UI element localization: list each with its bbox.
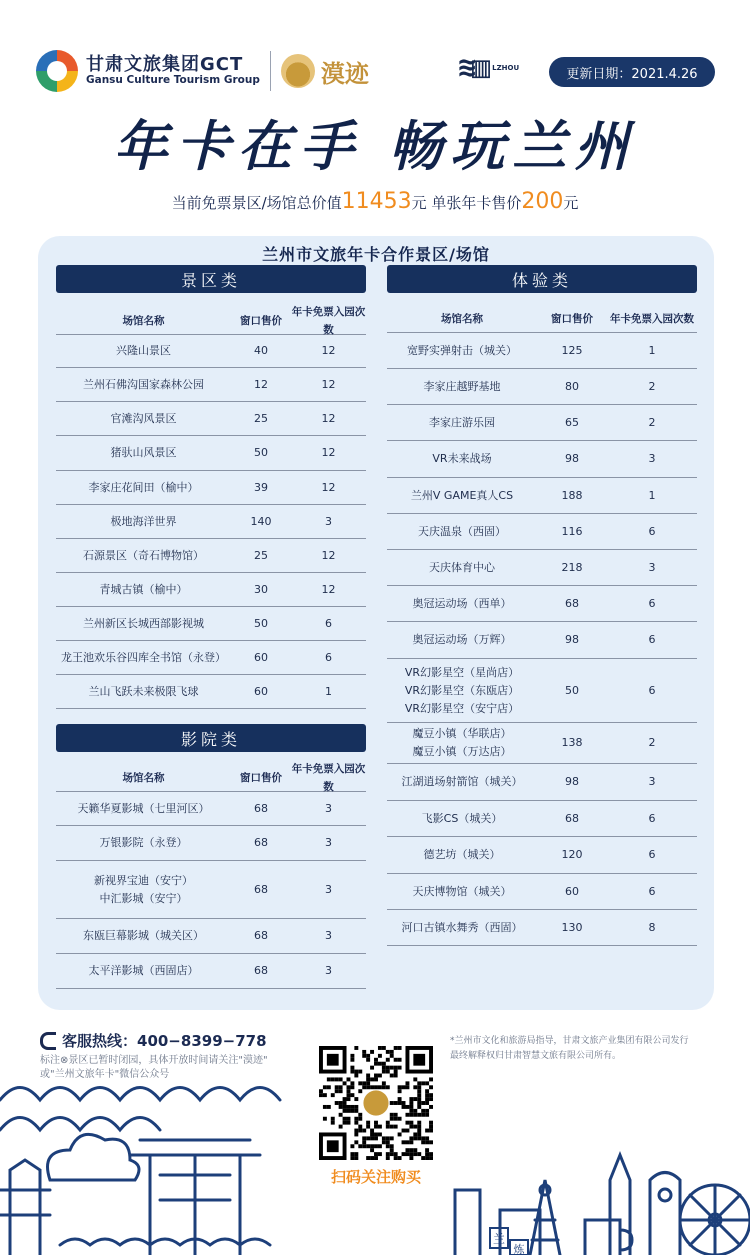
cell-visits: 1 (648, 488, 656, 502)
cell-name: 天庆温泉（西固） (418, 524, 506, 538)
cinema-table (56, 764, 366, 989)
table-header (56, 307, 366, 335)
table-row (387, 441, 697, 478)
cell-name: 兰州石佛沟国家森林公园 (83, 377, 204, 391)
cell-visits: 6 (648, 811, 656, 825)
cell-price: 40 (254, 344, 268, 357)
subtitle-unit-2: 元 (563, 194, 579, 212)
cell-visits: 3 (325, 836, 332, 849)
skyline-sign-1: 兰 (492, 1232, 506, 1246)
cell-price: 116 (561, 524, 583, 538)
cell-name: 龙王池欢乐谷四库全书馆（永登） (61, 650, 226, 664)
phone-icon (40, 1032, 56, 1050)
section-cinema-header: 影院类 (56, 724, 366, 752)
cell-name: 奥冠运动场（万辉） (412, 633, 512, 646)
column-header-visits: 年卡免票入园次数 (610, 312, 694, 325)
cell-name: 青城古镇（榆中） (99, 582, 188, 596)
cell-visits: 8 (648, 920, 656, 934)
brand-name: 漠迹 (320, 58, 369, 88)
cell-visits: 3 (648, 452, 656, 465)
cell-name: 李家庄游乐园 (429, 415, 495, 429)
cell-visits: 12 (321, 446, 336, 459)
table-row (56, 402, 366, 436)
update-date-badge: 更新日期：2021.4.26 (549, 57, 715, 87)
logo-divider (270, 51, 271, 91)
section-scenic-header: 景区类 (56, 265, 366, 293)
table-row (56, 954, 366, 989)
closure-notice: 标注⊗景区已暂时闭园，具体开放时间请关注"漠迹" 或"兰州文旅年卡"微信公众号 (40, 1055, 268, 1080)
total-value: 11453 (341, 189, 412, 214)
cell-name: 河口古镇水舞秀（西固） (401, 920, 523, 934)
hotline-text: 客服热线：400−8399−778 (62, 1032, 267, 1050)
cell-visits: 6 (648, 884, 656, 898)
cell-name: 天庆体育中心 (429, 560, 495, 574)
cell-price: 39 (254, 480, 268, 494)
column-header-name: 场馆名称 (441, 312, 483, 325)
cell-price: 130 (561, 920, 583, 934)
cell-visits: 6 (648, 848, 656, 861)
cell-price: 120 (561, 848, 583, 861)
cell-visits: 3 (648, 775, 656, 788)
column-header-visits: 年卡免票入园次数 (291, 762, 366, 793)
cell-price: 98 (565, 452, 579, 465)
cell-name: 兴隆山景区 (116, 344, 171, 357)
table-row (387, 478, 697, 514)
table-row (387, 369, 697, 405)
table-row (387, 801, 697, 837)
cell-price: 125 (561, 343, 583, 357)
cell-visits: 12 (321, 582, 336, 596)
column-header-name: 场馆名称 (122, 314, 165, 327)
cell-visits: 12 (321, 411, 336, 425)
cell-visits: 12 (321, 548, 336, 562)
cell-visits: 1 (648, 343, 656, 357)
scenic-table (56, 307, 366, 709)
cell-name: VR未来战场 (432, 452, 492, 465)
cell-name: 李家庄越野基地 (423, 379, 501, 393)
cell-price: 68 (254, 929, 268, 942)
table-row (387, 874, 697, 910)
group-name-cn: 甘肃文旅集团GCT (86, 54, 244, 76)
cell-price: 68 (254, 882, 268, 896)
subtitle-unit-1: 元 单张年卡售价 (411, 194, 522, 212)
cell-price: 65 (565, 415, 579, 429)
gct-logo-text (86, 55, 260, 86)
cell-price: 68 (565, 811, 579, 825)
qr-code[interactable] (319, 1046, 433, 1160)
table-row (387, 514, 697, 550)
skyline-sign-2: 炼 (513, 1243, 525, 1255)
cell-visits: 6 (648, 633, 656, 646)
table-row (387, 622, 697, 659)
table-row (387, 723, 697, 764)
table-row (387, 405, 697, 441)
cell-price: 68 (254, 964, 268, 977)
moji-logo-icon (281, 54, 315, 88)
table-row (56, 505, 366, 539)
table-row (56, 607, 366, 641)
table-row (56, 919, 366, 954)
cell-name: 猪驮山风景区 (110, 446, 177, 459)
cell-price: 218 (561, 560, 583, 574)
cell-name: 万银影院（永登） (99, 836, 188, 849)
cell-visits: 6 (648, 596, 656, 610)
column-header-visits: 年卡免票入园次数 (291, 305, 366, 336)
cell-name: 东瓯巨幕影城（城关区） (83, 929, 204, 942)
cell-visits: 3 (325, 514, 332, 528)
cell-price: 98 (565, 633, 579, 646)
table-row (56, 826, 366, 861)
cell-price: 30 (254, 582, 268, 596)
cell-price: 68 (565, 596, 579, 610)
cell-name: 兰州新区长城西部影视城 (83, 616, 204, 630)
table-row (387, 837, 697, 874)
cell-name: 天庆博物馆（城关） (412, 884, 512, 898)
cell-visits: 6 (648, 524, 656, 538)
cell-name: 官滩沟风景区 (110, 411, 177, 425)
cell-visits: 3 (325, 964, 332, 977)
table-row (56, 792, 366, 826)
lanzhou-logo-mark: LZHOU (492, 63, 520, 72)
subtitle-prefix: 当前免票景区/场馆总价值 (171, 194, 342, 212)
cell-price: 12 (254, 377, 268, 391)
subtitle (0, 189, 750, 214)
cell-name: VR幻影星空（星尚店） VR幻影星空（东瓯店） VR幻影星空（安宁店） (404, 665, 520, 715)
cell-price: 50 (254, 616, 268, 630)
lanzhou-logo (458, 50, 520, 85)
cell-visits: 3 (325, 929, 332, 942)
cell-visits: 12 (321, 480, 336, 494)
cell-visits: 2 (648, 415, 656, 429)
cell-name: 飞影CS（城关） (421, 811, 503, 825)
qr-caption: 扫码关注购买 (330, 1168, 421, 1186)
table-row (56, 861, 366, 919)
cell-price: 138 (561, 736, 583, 749)
lanzhou-logo-icon: ≋▥ (458, 50, 487, 85)
cell-price: 25 (254, 548, 268, 562)
cell-visits: 3 (325, 882, 332, 896)
cell-name: 太平洋影城（西固店） (88, 964, 199, 977)
table-row (56, 436, 366, 471)
cell-visits: 2 (648, 736, 656, 749)
cell-price: 60 (254, 650, 268, 664)
cell-price: 60 (254, 684, 268, 698)
cell-price: 188 (561, 488, 583, 502)
cell-visits: 1 (325, 684, 332, 698)
disclaimer: *兰州市文化和旅游局指导，甘肃文旅产业集团有限公司发行 最终解释权归甘肃智慧文旅有限公司所有。 (450, 1036, 689, 1061)
table-row (56, 573, 366, 607)
table-row (56, 471, 366, 505)
table-row (387, 659, 697, 723)
cell-price: 140 (250, 514, 272, 528)
table-row (56, 641, 366, 675)
table-row (56, 368, 366, 402)
cell-name: 天籁华夏影城（七里河区） (77, 801, 210, 815)
table-header (56, 764, 366, 792)
cell-visits: 6 (648, 683, 656, 697)
column-header-price: 窗口售价 (240, 771, 282, 784)
hotline (40, 1030, 267, 1051)
cell-name: 宽野实弹射击（城关） (407, 343, 517, 357)
cell-price: 68 (254, 836, 268, 849)
cell-price: 25 (254, 411, 268, 425)
table-row (387, 333, 697, 369)
table-row (387, 764, 697, 801)
cell-price: 60 (565, 884, 579, 898)
table-header (387, 305, 697, 333)
cell-visits: 6 (325, 650, 332, 664)
cell-name: 奥冠运动场（西单） (412, 596, 512, 610)
cell-price: 68 (254, 801, 268, 815)
column-header-price: 窗口售价 (240, 314, 282, 327)
column-header-price: 窗口售价 (551, 312, 593, 325)
cell-name: 李家庄花间田（榆中） (88, 480, 199, 494)
cell-visits: 2 (648, 379, 656, 393)
column-header-name: 场馆名称 (122, 771, 165, 784)
cell-visits: 6 (325, 616, 332, 630)
cell-name: 新视界宝迪（安宁） 中汇影城（安宁） (94, 873, 193, 905)
card-price: 200 (521, 189, 564, 214)
cell-name: 极地海洋世界 (110, 514, 177, 528)
cell-price: 80 (565, 379, 579, 393)
cell-visits: 3 (648, 560, 656, 574)
cell-price: 50 (565, 683, 579, 697)
cell-visits: 12 (321, 344, 336, 357)
page-title: 年卡在手 畅玩兰州 (113, 114, 637, 178)
qr-code-card[interactable] (313, 1040, 439, 1194)
section-experience-header: 体验类 (387, 265, 697, 293)
experience-table (387, 305, 697, 946)
table-row (387, 550, 697, 586)
cell-price: 98 (565, 775, 579, 788)
cell-name: 江湖逍场射箭馆（城关） (401, 775, 523, 788)
panel-title: 兰州市文旅年卡合作景区/场馆 (262, 245, 490, 264)
venues-panel (38, 236, 714, 1010)
gct-logo (36, 48, 369, 94)
table-row (387, 586, 697, 622)
cell-name: 兰州V GAME真人CS (410, 488, 514, 502)
table-row (56, 539, 366, 573)
cell-name: 石源景区（奇石博物馆） (83, 548, 204, 562)
cell-name: 魔豆小镇（华联店） 魔豆小镇（万达店） (412, 727, 512, 758)
cell-visits: 3 (325, 801, 332, 815)
table-row (387, 910, 697, 946)
gct-logo-icon (36, 50, 78, 92)
table-row (56, 675, 366, 709)
cell-name: 兰山飞跃未来极限飞球 (88, 684, 199, 698)
table-row (56, 335, 366, 368)
cell-price: 50 (254, 446, 268, 459)
group-name-en: Gansu Culture Tourism Group (86, 74, 260, 87)
cell-visits: 12 (321, 377, 336, 391)
cell-name: 德艺坊（城关） (423, 848, 501, 861)
